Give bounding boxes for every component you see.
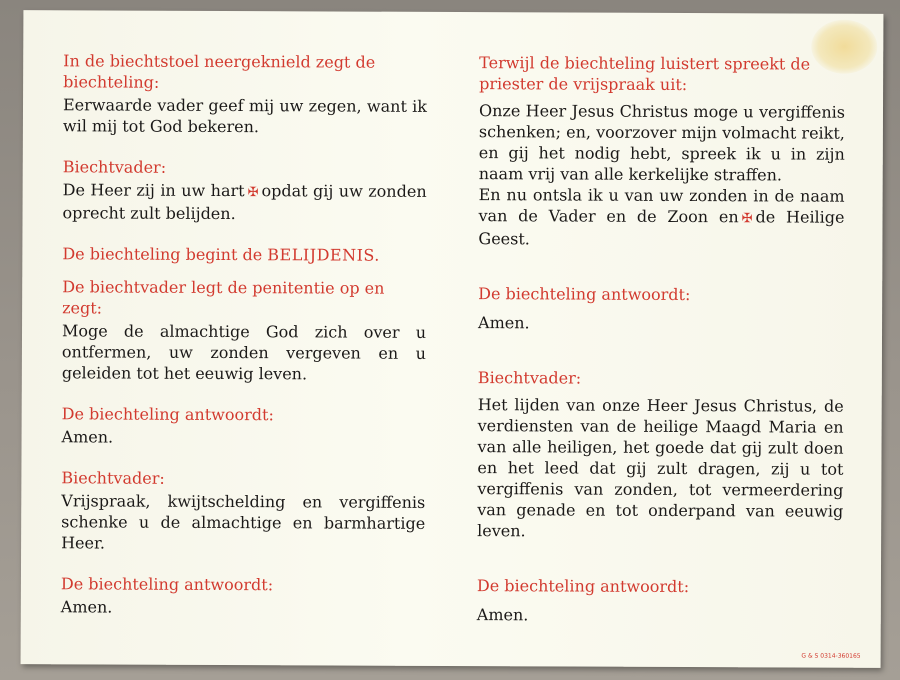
left-column xyxy=(61,50,427,619)
prayer-card xyxy=(21,10,884,668)
rubric-heading: Terwijl de biechteling luistert spreekt de priester de vrijspraak uit: xyxy=(479,53,811,95)
cross-icon: ✠ xyxy=(741,211,753,227)
prayer-text: Het lijden van onze Heer Jesus Christus, de verdiensten van de heilige Maagd Maria en van alle heiligen, het goede dat gij zult doen en het leed dat gij zult dragen, zij u tot vergiffenis van zonden, tot vermeerdering van genade en tot onderpand van eeuwig leven. xyxy=(477,395,844,541)
rubric-heading: Biechtvader: xyxy=(477,368,582,388)
prayer-text: Amen. xyxy=(60,597,113,617)
prayer-text: Amen. xyxy=(61,427,114,447)
rubric-heading: De biechteling antwoordt: xyxy=(61,404,274,425)
right-column xyxy=(477,52,845,627)
prayer-text: En nu ontsla ik u van uw zonden in de naam van de Vader en de Zoon en ✠ de Heilige Geest. xyxy=(478,185,845,249)
rubric-heading: In de biechtstoel neergeknield zegt de biechteling: xyxy=(63,51,376,92)
rubric-heading: De biechteling antwoordt: xyxy=(476,576,690,597)
cross-icon: ✠ xyxy=(247,185,259,201)
prayer-text: Onze Heer Jesus Christus moge u vergiffenis schenken; en, voorzover mijn volmacht reikt, en gij het nodig hebt, spreek ik u in zijn naam vrij van alle kerkelijke straffen. xyxy=(478,101,846,185)
rubric-heading: De biechteling begint de BELIJDENIS. xyxy=(62,244,380,265)
rubric-heading: De biechteling antwoordt: xyxy=(478,284,691,305)
rubric-heading: Biechtvader: xyxy=(62,157,167,177)
prayer-text: Amen. xyxy=(478,313,530,333)
prayer-text: Moge de almachtige God zich over u ontfermen, uw zonden vergeven en u geleiden tot het eeuwig leven. xyxy=(61,321,427,384)
prayer-text: Amen. xyxy=(476,605,529,625)
rubric-heading: De biechtvader legt de penitentie op en zegt: xyxy=(62,277,385,318)
prayer-text: Vrijspraak, kwijtschelding en vergiffenis schenke u de almachtige en barmhartige Heer. xyxy=(61,491,426,553)
rubric-heading: De biechteling antwoordt: xyxy=(60,574,274,595)
prayer-text: Eerwaarde vader geef mij uw zegen, want ik wil mij tot God bekeren. xyxy=(62,95,428,137)
print-code: G & S 0314-360165 xyxy=(801,652,861,660)
rubric-heading: Biechtvader: xyxy=(61,468,165,488)
prayer-text: De Heer zij in uw hart ✠ opdat gij uw zonden oprecht zult belijden. xyxy=(62,180,427,224)
